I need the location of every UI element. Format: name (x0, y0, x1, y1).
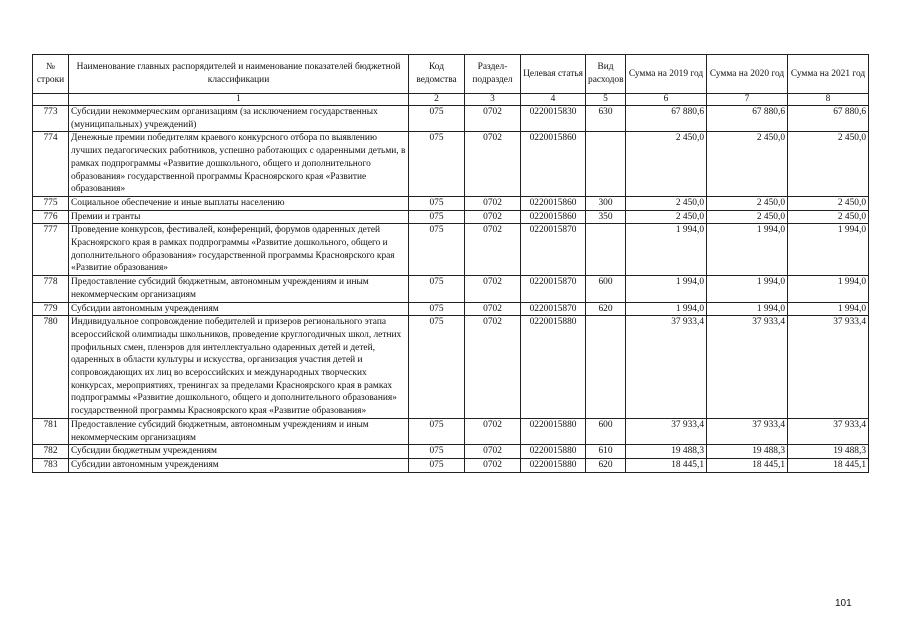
department-code-cell: 075 (409, 132, 465, 197)
section-cell: 0702 (465, 210, 521, 224)
row-number-cell: 781 (33, 418, 69, 444)
target-article-cell: 0220015880 (521, 418, 586, 444)
table-row (33, 458, 869, 472)
sum-2021-cell: 37 933,4 (788, 418, 869, 444)
department-code-cell: 075 (409, 106, 465, 132)
sum-2019-cell: 19 488,3 (626, 445, 707, 459)
column-number-cell: 5 (586, 94, 626, 106)
target-article-cell: 0220015860 (521, 196, 586, 210)
col-header-sum-2019: Сумма на 2019 год (626, 55, 707, 94)
row-number-cell: 779 (33, 302, 69, 316)
row-number-cell: 774 (33, 132, 69, 197)
expense-kind-cell: 600 (586, 418, 626, 444)
section-cell: 0702 (465, 316, 521, 419)
section-cell: 0702 (465, 106, 521, 132)
col-header-department-code: Код ведомства (409, 55, 465, 94)
target-article-cell: 0220015860 (521, 210, 586, 224)
sum-2020-cell: 2 450,0 (707, 132, 788, 197)
row-name-cell: Субсидии некоммерческим организациям (за исключением государственных (муниципальных) учреждений) (69, 106, 409, 132)
table-header-row (33, 55, 869, 94)
expense-kind-cell: 300 (586, 196, 626, 210)
section-cell: 0702 (465, 196, 521, 210)
sum-2020-cell: 2 450,0 (707, 210, 788, 224)
sum-2020-cell: 67 880,6 (707, 106, 788, 132)
col-header-sum-2020: Сумма на 2020 год (707, 55, 788, 94)
row-name-cell: Предоставление субсидий бюджетным, автономным учреждениям и иным некоммерческим организациям (69, 276, 409, 302)
expense-kind-cell: 600 (586, 276, 626, 302)
table-row (33, 132, 869, 197)
row-number-cell: 783 (33, 458, 69, 472)
sum-2019-cell: 37 933,4 (626, 418, 707, 444)
sum-2019-cell: 2 450,0 (626, 132, 707, 197)
row-number-cell: 782 (33, 445, 69, 459)
column-number-cell: 1 (69, 94, 409, 106)
sum-2019-cell: 2 450,0 (626, 210, 707, 224)
row-name-cell: Денежные премии победителям краевого конкурсного отбора по выявлению лучших педагогических работников, успешно работающих с одаренными детьми, в рамках подпрограммы «Развитие дошкольного, общего и дополнительного образования» государственной программы Красноярского края «Развитие образования» (69, 132, 409, 197)
department-code-cell: 075 (409, 224, 465, 276)
department-code-cell: 075 (409, 210, 465, 224)
department-code-cell: 075 (409, 445, 465, 459)
expense-kind-cell: 610 (586, 445, 626, 459)
department-code-cell: 075 (409, 418, 465, 444)
sum-2021-cell: 2 450,0 (788, 196, 869, 210)
expense-kind-cell (586, 316, 626, 419)
row-name-cell: Субсидии бюджетным учреждениям (69, 445, 409, 459)
table-row (33, 106, 869, 132)
col-header-name: Наименование главных распорядителей и наименование показателей бюджетной классификации (69, 55, 409, 94)
row-number-cell: 780 (33, 316, 69, 419)
sum-2021-cell: 1 994,0 (788, 224, 869, 276)
sum-2019-cell: 2 450,0 (626, 196, 707, 210)
department-code-cell: 075 (409, 276, 465, 302)
section-cell: 0702 (465, 224, 521, 276)
budget-table (32, 54, 869, 473)
sum-2019-cell: 37 933,4 (626, 316, 707, 419)
target-article-cell: 0220015860 (521, 132, 586, 197)
table-body (33, 94, 869, 473)
sum-2020-cell: 37 933,4 (707, 316, 788, 419)
column-number-cell: 3 (465, 94, 521, 106)
target-article-cell: 0220015870 (521, 224, 586, 276)
row-name-cell: Социальное обеспечение и иные выплаты населению (69, 196, 409, 210)
sum-2020-cell: 1 994,0 (707, 224, 788, 276)
expense-kind-cell (586, 132, 626, 197)
table-row (33, 316, 869, 419)
sum-2021-cell: 2 450,0 (788, 210, 869, 224)
expense-kind-cell: 620 (586, 458, 626, 472)
expense-kind-cell: 350 (586, 210, 626, 224)
col-header-target-article: Целевая статья (521, 55, 586, 94)
sum-2021-cell: 37 933,4 (788, 316, 869, 419)
section-cell: 0702 (465, 458, 521, 472)
row-number-cell: 777 (33, 224, 69, 276)
section-cell: 0702 (465, 445, 521, 459)
target-article-cell: 0220015880 (521, 458, 586, 472)
expense-kind-cell: 620 (586, 302, 626, 316)
target-article-cell: 0220015870 (521, 276, 586, 302)
target-article-cell: 0220015880 (521, 445, 586, 459)
table-row (33, 418, 869, 444)
target-article-cell: 0220015870 (521, 302, 586, 316)
expense-kind-cell (586, 224, 626, 276)
section-cell: 0702 (465, 418, 521, 444)
table-row (33, 302, 869, 316)
column-number-cell: 8 (788, 94, 869, 106)
department-code-cell: 075 (409, 316, 465, 419)
col-header-section: Раздел-подраздел (465, 55, 521, 94)
column-number-cell: 6 (626, 94, 707, 106)
target-article-cell: 0220015880 (521, 316, 586, 419)
sum-2019-cell: 1 994,0 (626, 302, 707, 316)
column-number-cell: 4 (521, 94, 586, 106)
column-number-cell (33, 94, 69, 106)
row-name-cell: Проведение конкурсов, фестивалей, конференций, форумов одаренных детей Красноярского края в рамках подпрограммы «Развитие дошкольного, общего и дополнительного образования» государственной программы Красноярского края «Развитие образования» (69, 224, 409, 276)
sum-2021-cell: 2 450,0 (788, 132, 869, 197)
table-row (33, 445, 869, 459)
row-number-cell: 773 (33, 106, 69, 132)
sum-2021-cell: 1 994,0 (788, 276, 869, 302)
col-header-sum-2021: Сумма на 2021 год (788, 55, 869, 94)
table-row (33, 210, 869, 224)
sum-2020-cell: 1 994,0 (707, 302, 788, 316)
sum-2019-cell: 1 994,0 (626, 224, 707, 276)
sum-2020-cell: 37 933,4 (707, 418, 788, 444)
sum-2020-cell: 18 445,1 (707, 458, 788, 472)
col-header-row-number: № строки (33, 55, 69, 94)
table-row (33, 224, 869, 276)
table-row (33, 196, 869, 210)
page-number: 101 (835, 598, 852, 609)
target-article-cell: 0220015830 (521, 106, 586, 132)
sum-2019-cell: 1 994,0 (626, 276, 707, 302)
row-number-cell: 778 (33, 276, 69, 302)
table-row (33, 276, 869, 302)
sum-2021-cell: 19 488,3 (788, 445, 869, 459)
sum-2019-cell: 67 880,6 (626, 106, 707, 132)
department-code-cell: 075 (409, 302, 465, 316)
column-number-cell: 2 (409, 94, 465, 106)
row-name-cell: Субсидии автономным учреждениям (69, 458, 409, 472)
sum-2020-cell: 1 994,0 (707, 276, 788, 302)
expense-kind-cell: 630 (586, 106, 626, 132)
sum-2020-cell: 2 450,0 (707, 196, 788, 210)
sum-2021-cell: 67 880,6 (788, 106, 869, 132)
department-code-cell: 075 (409, 196, 465, 210)
col-header-expense-kind: Вид расходов (586, 55, 626, 94)
row-number-cell: 776 (33, 210, 69, 224)
sum-2021-cell: 18 445,1 (788, 458, 869, 472)
sum-2019-cell: 18 445,1 (626, 458, 707, 472)
sum-2020-cell: 19 488,3 (707, 445, 788, 459)
row-name-cell: Премии и гранты (69, 210, 409, 224)
row-name-cell: Субсидии автономным учреждениям (69, 302, 409, 316)
column-number-cell: 7 (707, 94, 788, 106)
department-code-cell: 075 (409, 458, 465, 472)
row-name-cell: Индивидуальное сопровождение победителей и призеров регионального этапа всероссийской олимпиады школьников, проведение круглогодичных школ, летних профильных смен, пленэров для интеллектуально одаренных детей и детей, одаренных в области культуры и искусства, организация участия детей и сопровождающих их лиц во всероссийских и международных творческих конкурсах, мероприятиях, тренингах за пределами Красноярского края в рамках подпрограммы «Развитие дошкольного, общего и дополнительного образования» государственной программы Красноярского края «Развитие образования» (69, 316, 409, 419)
section-cell: 0702 (465, 302, 521, 316)
section-cell: 0702 (465, 276, 521, 302)
row-number-cell: 775 (33, 196, 69, 210)
section-cell: 0702 (465, 132, 521, 197)
column-number-row (33, 94, 869, 106)
row-name-cell: Предоставление субсидий бюджетным, автономным учреждениям и иным некоммерческим организациям (69, 418, 409, 444)
sum-2021-cell: 1 994,0 (788, 302, 869, 316)
